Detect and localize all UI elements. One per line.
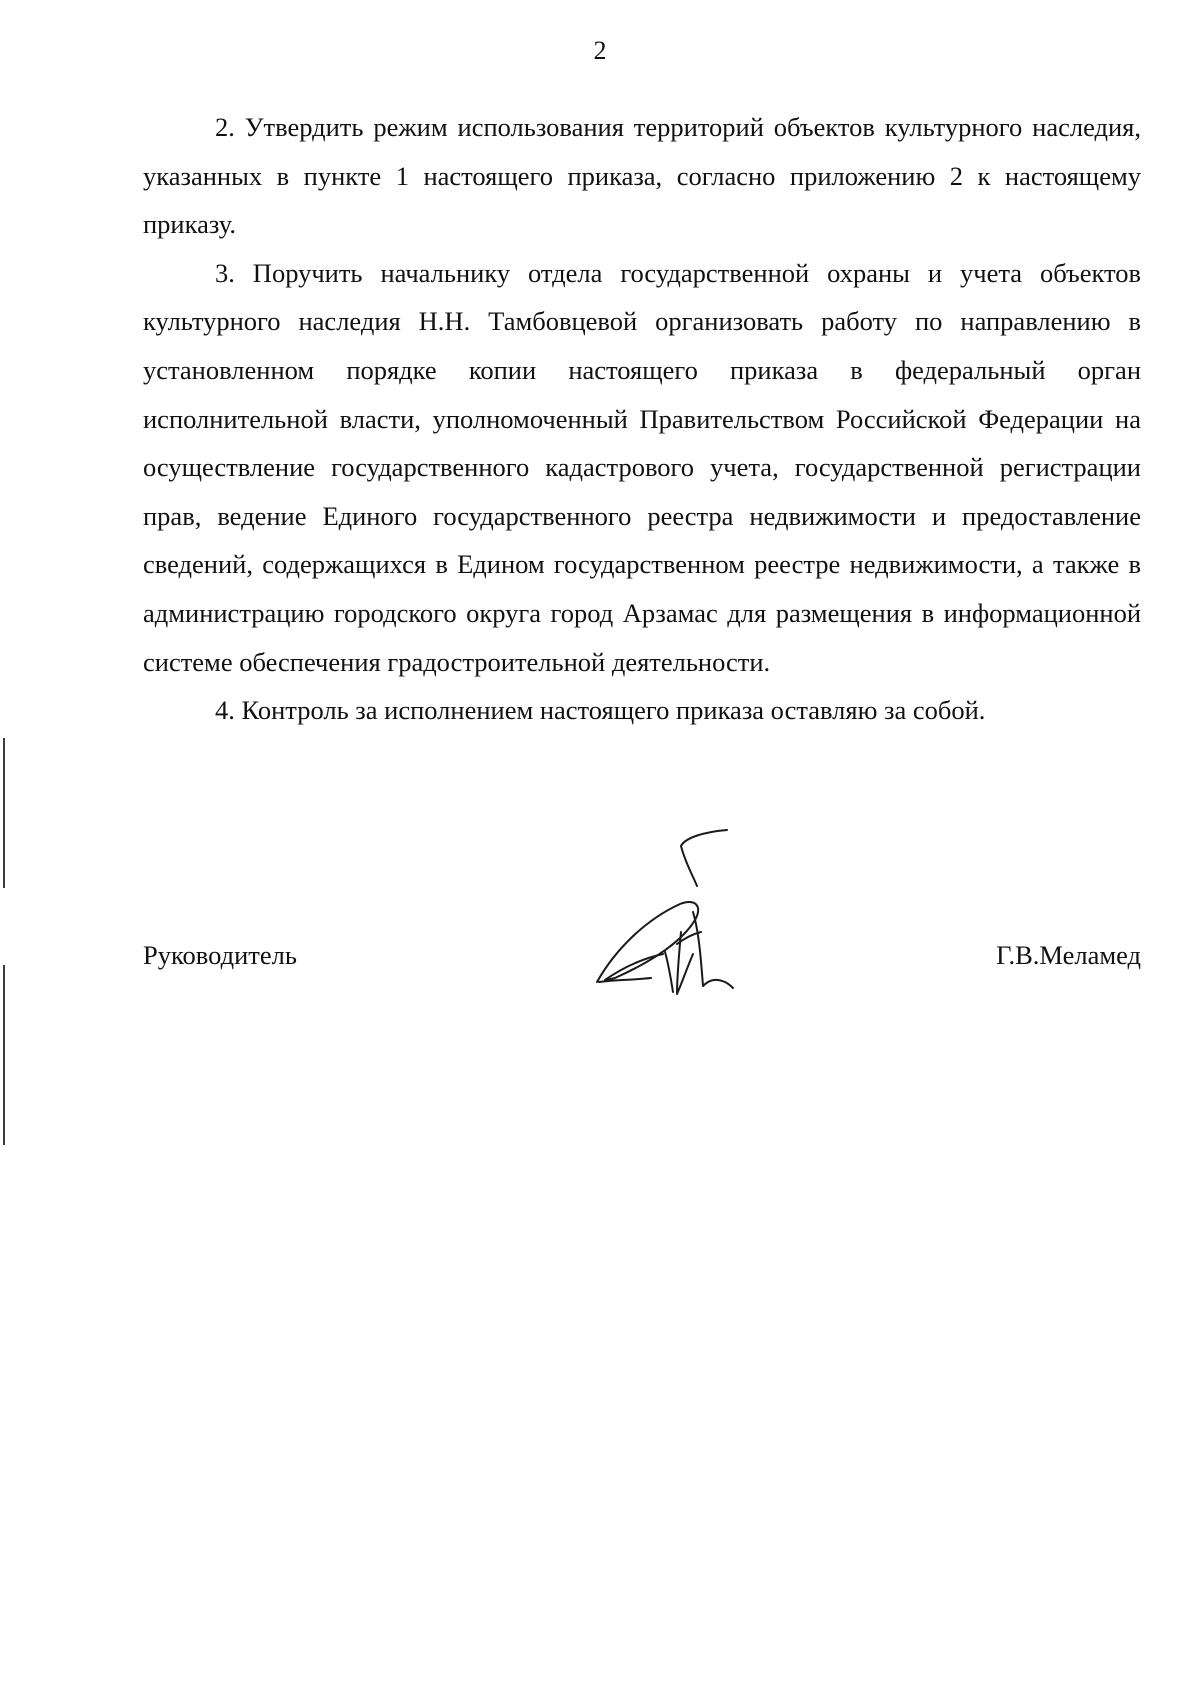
signatory-name: Г.В.Меламед — [996, 940, 1141, 970]
page-number: 2 — [593, 36, 607, 65]
document-body — [143, 103, 1141, 735]
paragraph-item-2: 2. Утвердить режим использования территорий объектов культурного наследия, указанных в пункте 1 настоящего приказа, согласно приложению 2 к настоящему приказу. — [143, 112, 1141, 240]
signatory-position: Руководитель — [143, 940, 297, 970]
scan-edge-mark — [3, 965, 5, 1145]
paragraph-item-4: 4. Контроль за исполнением настоящего приказа оставляю за собой. — [215, 695, 986, 726]
paragraph-item-3: 3. Поручить начальнику отдела государственной охраны и учета объектов культурного наследия Н.Н. Тамбовцевой организовать работу по направлению в установленном порядке копии настоящего приказа в федеральный орган исполнительной власти, уполномоченный Правительством Российской Федерации на осуществление государственного кадастрового учета, государственной регистрации прав, ведение Единого государственного реестра недвижимости и предоставление сведений, содержащихся в Едином государственном реестре недвижимости, а также в администрацию городского округа город Арзамас для размещения в информационной системе обеспечения градостроительной деятельности. — [143, 257, 1141, 677]
scan-edge-mark — [3, 738, 5, 888]
signature-block — [143, 940, 1141, 980]
